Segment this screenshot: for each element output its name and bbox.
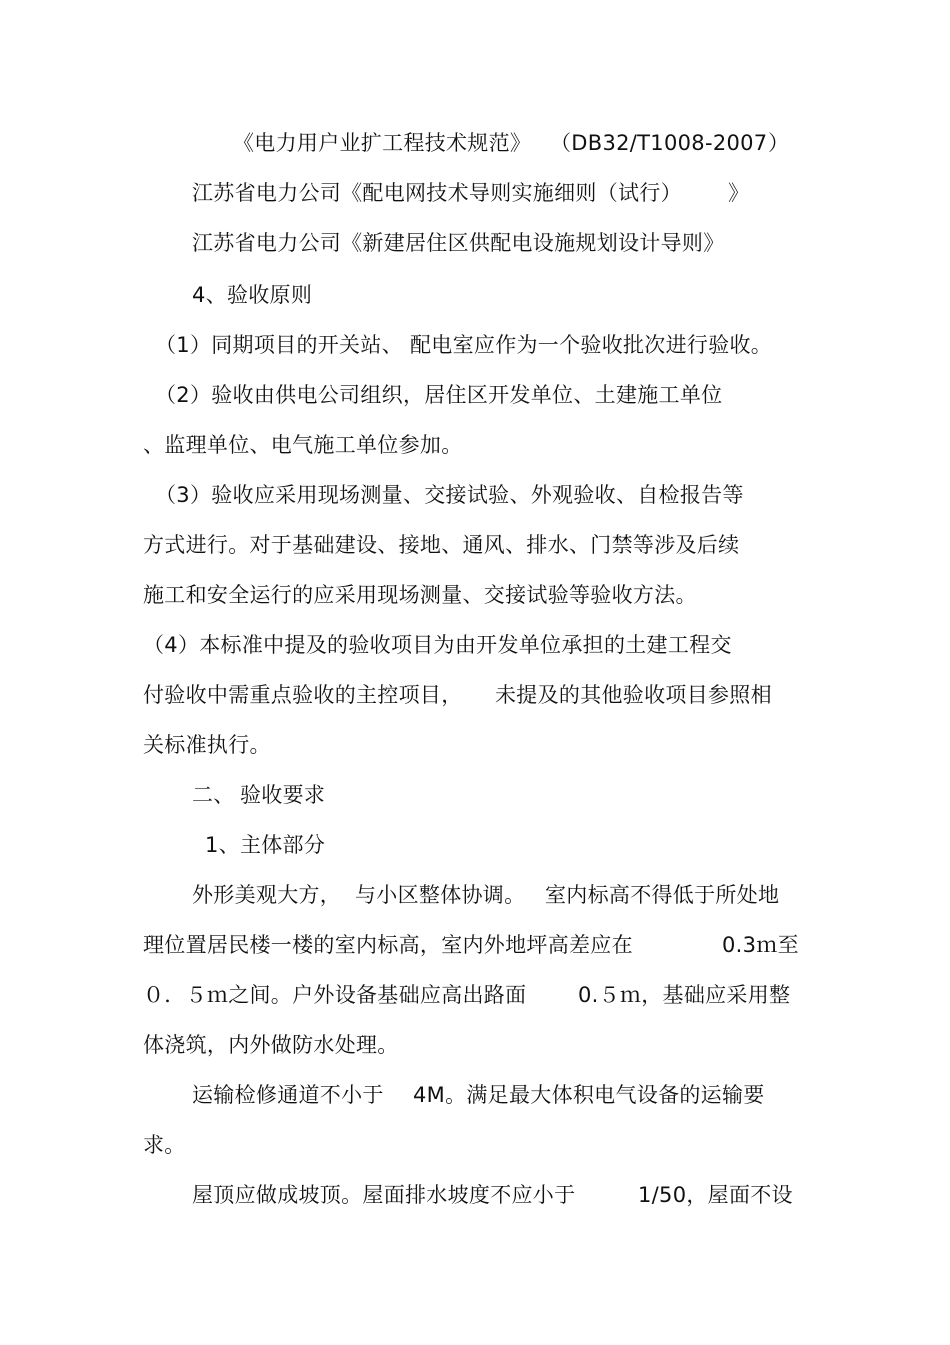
reference-close-bracket: 》 [728, 181, 750, 205]
paragraph-text: 屋顶应做成坡顶。屋面排水坡度不应小于 [192, 1183, 576, 1207]
paragraph-text: （2）验收由供电公司组织，居住区开发单位、土建施工单位 [155, 383, 723, 407]
paragraph-text: 付验收中需重点验收的主控项目， [143, 683, 463, 707]
paragraph-text: （3）验收应采用现场测量、交接试验、外观验收、自检报告等 [155, 483, 744, 507]
paragraph-text: 室内标高不得低于所处地 [545, 883, 780, 907]
paragraph-text: 关标准执行。 [143, 733, 271, 757]
reference-code: （DB32/T1008-2007 [550, 131, 768, 155]
section-heading-text: 4、验收原则 [192, 283, 313, 307]
paragraph-text: （4）本标准中提及的验收项目为由开发单位承担的土建工程交 [143, 633, 732, 657]
paragraph-text: 未提及的其他验收项目参照相 [495, 683, 772, 707]
paragraph-text: （1）同期项目的开关站、 [155, 333, 403, 357]
section-heading-text: 验收要求 [240, 783, 326, 807]
paragraph-text: 1/50，屋面不设 [638, 1183, 793, 1207]
paragraph-text: 、监理单位、电气施工单位参加。 [143, 433, 463, 457]
paragraph-text: 0.５ｍ，基础应采用整 [578, 983, 791, 1007]
paragraph-text: 体浇筑，内外做防水处理。 [143, 1033, 399, 1057]
paragraph-text: ０．５ｍ之间。户外设备基础应高出路面 [143, 983, 527, 1007]
paragraph-text: 运输检修通道不小于 [192, 1083, 384, 1107]
subsection-heading-text: 1、主体部分 [205, 833, 326, 857]
paragraph-text: 外形美观大方， [192, 883, 342, 907]
reference-title: 《电力用户业扩工程技术规范》 [233, 131, 532, 155]
paragraph-text: 与小区整体协调。 [355, 883, 526, 907]
paragraph-text: 配电室应作为一个验收批次进行验收。 [410, 333, 773, 357]
paragraph-text: 方式进行。对于基础建设、接地、通风、排水、门禁等涉及后续 [143, 533, 740, 557]
paragraph-text: 求。 [143, 1133, 186, 1157]
reference-text: 江苏省电力公司《配电网技术导则实施细则（试行） [192, 181, 682, 205]
paragraph-text: 理位置居民楼一楼的室内标高，室内外地坪高差应在 [143, 933, 633, 957]
reference-close-paren: ） [768, 131, 790, 155]
reference-text: 江苏省电力公司《新建居住区供配电设施规划设计导则》 [192, 231, 725, 255]
paragraph-text: 4M。满足最大体积电气设备的运输要 [413, 1083, 765, 1107]
paragraph-text: 施工和安全运行的应采用现场测量、交接试验等验收方法。 [143, 583, 697, 607]
section-number: 二、 [192, 783, 235, 807]
paragraph-text: 0.3ｍ至 [722, 933, 799, 957]
